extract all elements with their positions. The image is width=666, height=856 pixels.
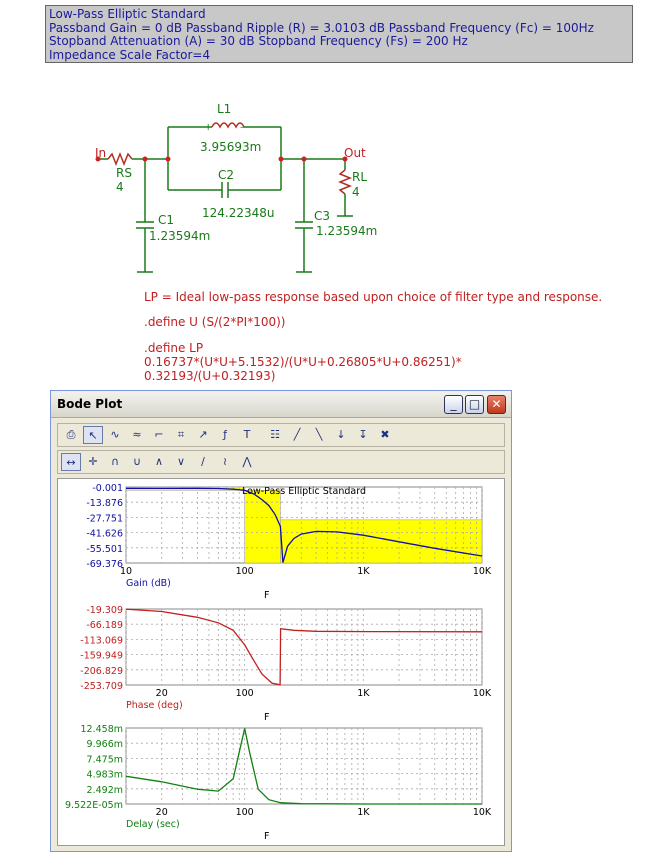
l1-value: 3.95693m [200, 140, 262, 154]
plot-area[interactable] [57, 478, 505, 846]
resistor-rs-symbol [108, 154, 132, 164]
l1-minus: – [240, 122, 245, 133]
x-tick-label: 20 [155, 688, 168, 699]
line-tool-icon[interactable]: ╱ [293, 428, 301, 441]
toolbar-cursor [57, 450, 505, 474]
slope-icon[interactable]: ∕ [201, 455, 205, 468]
note-define-lp: .define LP [144, 341, 204, 355]
rs-name: RS [116, 166, 132, 180]
grid-tool-icon[interactable]: ⌗ [177, 428, 185, 441]
l1-plus: + [204, 122, 213, 133]
x-tick-label: 100 [235, 688, 254, 699]
x-tick-label: 100 [235, 566, 254, 577]
response-mask-region [245, 490, 281, 563]
x-axis-label: F [264, 590, 270, 601]
text-tool-icon[interactable]: T [243, 428, 251, 441]
y-tick-label: 9.966m [86, 739, 123, 751]
cursor-center-icon[interactable]: ✛ [88, 455, 98, 468]
x-tick-label: 1K [357, 807, 370, 818]
y-axis-label: Delay (sec) [126, 819, 180, 830]
node-4 [302, 157, 307, 162]
y-tick-label: -159.949 [80, 650, 123, 662]
dashed-line-icon[interactable]: ╲ [315, 428, 323, 441]
note-lp-expr-1: 0.16737*(U*U+5.1532)/(U*U+0.26805*U+0.86251)* [144, 355, 462, 369]
y-tick-label: -19.309 [86, 605, 123, 616]
select-arrow-icon[interactable]: ↖ [83, 426, 103, 444]
high-icon[interactable]: ∧ [154, 455, 164, 468]
resistor-rl-symbol [340, 170, 350, 194]
x-tick-label: 10K [472, 807, 492, 818]
l1-name: L1 [217, 102, 232, 116]
inflection-icon[interactable]: ≀ [222, 455, 228, 468]
cursor-cross-icon[interactable]: ✖ [380, 428, 390, 441]
schematic-diagram [0, 0, 666, 390]
y-tick-label: -113.069 [80, 635, 123, 647]
multi-curve-icon[interactable]: ≈ [132, 428, 142, 441]
close-button[interactable]: ✕ [487, 395, 506, 414]
chart-0 [86, 483, 492, 601]
note-define-u: .define U (S/(2*PI*100)) [144, 315, 286, 329]
peak-icon[interactable]: ∩ [110, 455, 120, 468]
spec-line-impedance: Impedance Scale Factor=4 [49, 47, 211, 62]
node-2 [166, 157, 171, 162]
c3-name: C3 [314, 209, 331, 223]
x-axis-label: F [264, 831, 270, 842]
x-tick-label: 10K [472, 688, 492, 699]
x-axis-label: F [264, 712, 270, 723]
x-tick-label: 10 [119, 566, 133, 577]
chart-1 [80, 605, 492, 723]
rs-value: 4 [116, 180, 124, 194]
c1-value: 1.23594m [149, 229, 211, 243]
cursor-down-icon[interactable]: ↧ [358, 428, 368, 441]
chart-2 [65, 724, 492, 842]
node-1 [143, 157, 148, 162]
y-tick-label: -27.751 [86, 513, 123, 525]
window-title: Bode Plot [57, 397, 123, 411]
maximize-button[interactable]: □ [465, 395, 484, 414]
y-tick-label: -13.876 [86, 498, 123, 510]
spec-line-passband: Passband Gain = 0 dB Passband Ripple (R) = 3.0103 dB Passband Frequency (Fc) = 100Hz [49, 20, 594, 35]
x-tick-label: 10K [472, 566, 492, 577]
axis-tool-icon[interactable]: ↗ [198, 428, 208, 441]
note-lp-definition: LP = Ideal low-pass response based upon choice of filter type and response. [144, 290, 603, 304]
y-tick-label: -66.189 [86, 620, 123, 632]
y-tick-label: 4.983m [86, 769, 123, 781]
c2-name: C2 [218, 168, 235, 182]
spec-line-type: Low-Pass Elliptic Standard [49, 7, 206, 21]
cursor-up-icon[interactable]: ↓ [336, 428, 346, 441]
response-mask-region [280, 520, 482, 563]
chart-title: Low-Pass Elliptic Standard [242, 486, 366, 497]
y-tick-label: -0.001 [92, 483, 123, 494]
y-tick-label: -41.626 [86, 528, 123, 540]
curve-tool-icon[interactable]: ∿ [110, 428, 120, 441]
properties-icon[interactable]: ☷ [270, 428, 280, 441]
spec-line-stopband: Stopband Attenuation (A) = 30 dB Stopband Frequency (Fs) = 200 Hz [49, 34, 468, 48]
cursor-left-right-icon[interactable]: ↔ [61, 453, 81, 471]
note-lp-expr-2: 0.32193/(U+0.32193) [144, 369, 276, 383]
valley-icon[interactable]: ∪ [132, 455, 142, 468]
y-tick-label: 2.492m [86, 784, 123, 796]
minimize-button[interactable]: _ [444, 395, 463, 414]
y-axis-label: Phase (deg) [126, 700, 183, 711]
max-icon[interactable]: ⋀ [242, 455, 252, 468]
y-tick-label: -206.829 [80, 665, 123, 677]
c3-value: 1.23594m [316, 224, 378, 238]
y-tick-label: -69.376 [86, 559, 123, 570]
bode-plots [58, 479, 504, 845]
x-tick-label: 1K [357, 688, 370, 699]
rl-name: RL [352, 170, 368, 184]
fx-tool-icon[interactable]: ƒ [223, 428, 227, 441]
scale-tool-icon[interactable]: ⌐ [154, 428, 164, 441]
y-tick-label: 9.522E-05m [65, 800, 123, 811]
window-titlebar[interactable] [51, 391, 511, 418]
c1-name: C1 [158, 213, 175, 227]
low-icon[interactable]: ∨ [176, 455, 186, 468]
x-tick-label: 20 [155, 807, 168, 818]
y-tick-label: 7.475m [86, 754, 123, 766]
y-tick-label: -253.709 [80, 681, 123, 692]
x-tick-label: 100 [235, 807, 254, 818]
out-label: Out [344, 146, 366, 160]
x-tick-label: 1K [357, 566, 370, 577]
rl-value: 4 [352, 185, 360, 199]
c2-value: 124.22348u [202, 206, 275, 220]
y-axis-label: Gain (dB) [126, 578, 171, 589]
y-tick-label: -55.501 [86, 543, 123, 555]
y-tick-label: 12.458m [80, 724, 123, 735]
toolbar-primary [57, 423, 505, 447]
print-icon[interactable]: ⎙ [66, 428, 76, 441]
plot-frame [126, 609, 482, 685]
node-3 [279, 157, 284, 162]
in-label: In [95, 146, 107, 160]
plot-frame [126, 728, 482, 804]
bode-plot-window[interactable] [50, 390, 512, 852]
